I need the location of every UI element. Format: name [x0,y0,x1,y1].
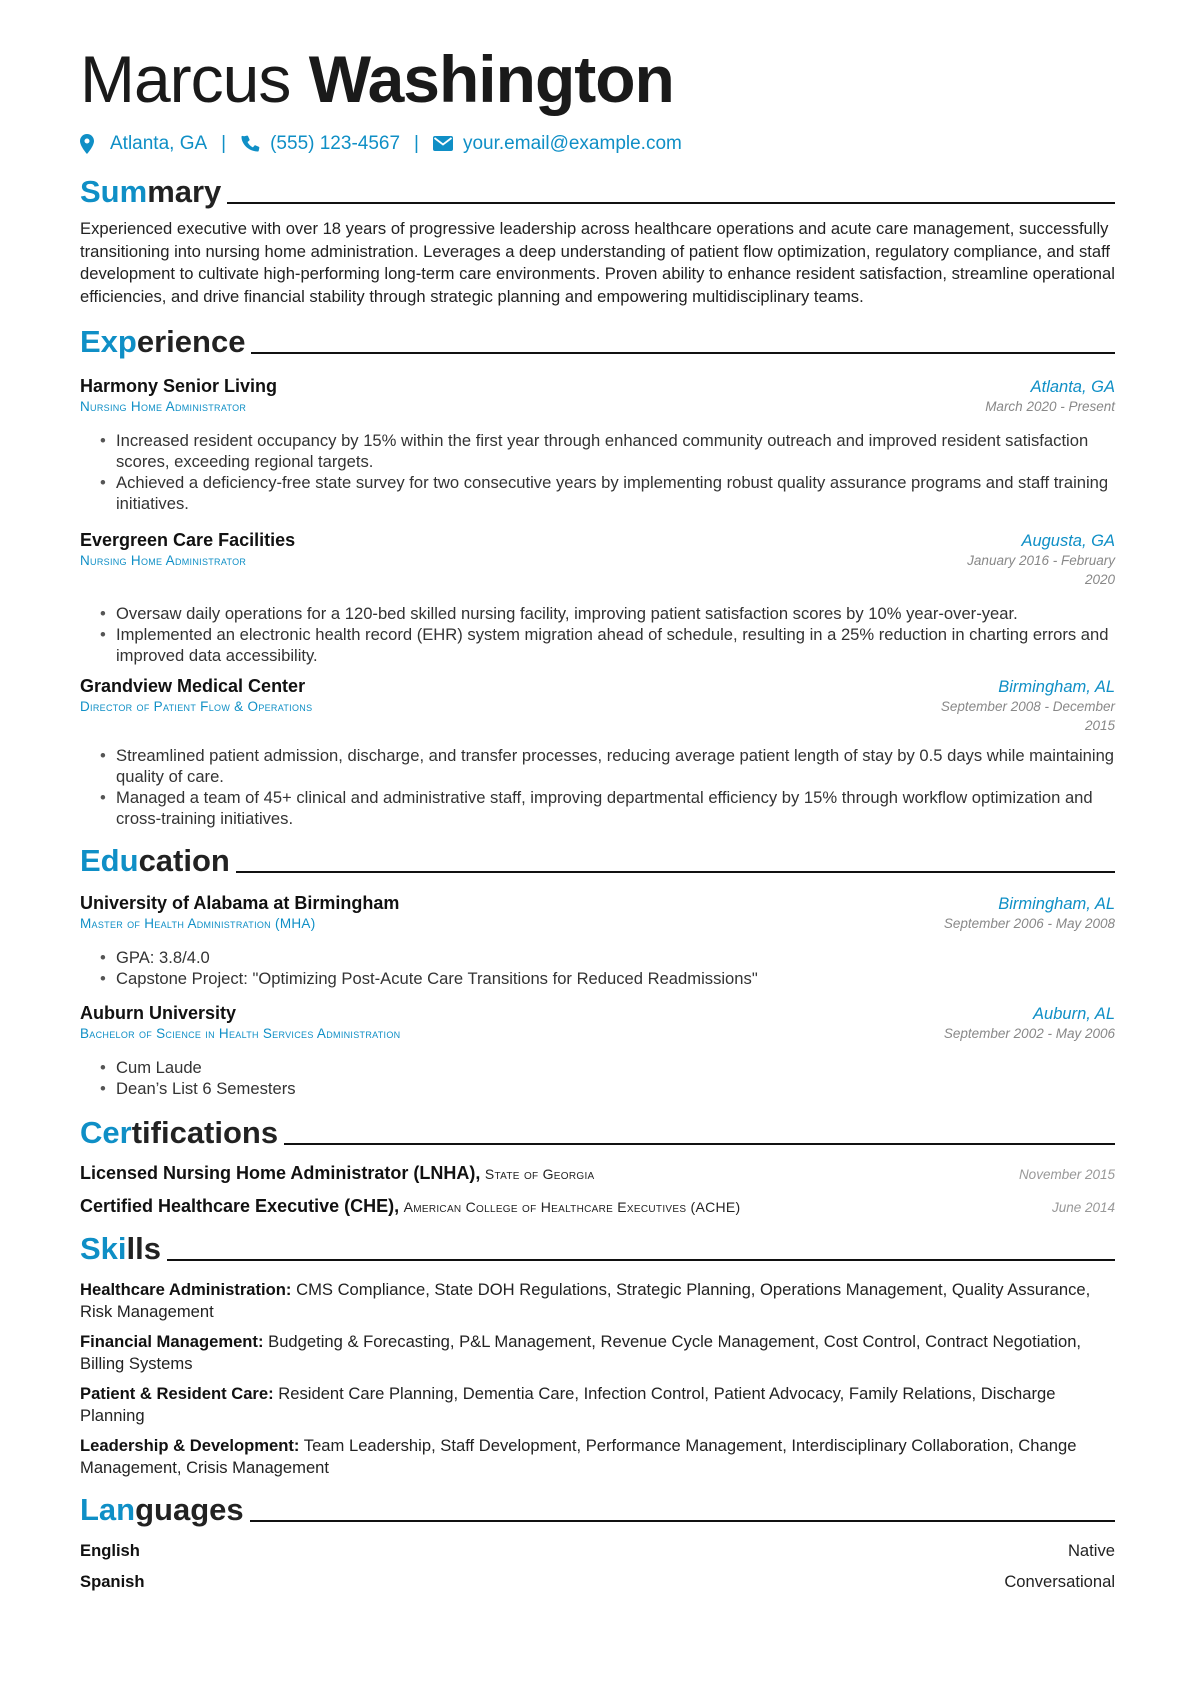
education-entry [80,893,1115,989]
skill-category: Financial Management: [80,1332,264,1351]
section-rule [284,1143,1115,1145]
certification-date: June 2014 [1051,1200,1115,1215]
phone-icon [240,134,260,154]
experience-entry [80,376,1115,514]
list-item: • GPA: 3.8/4.0 [116,947,1115,968]
entry-date: March 2020 - Present [985,399,1115,414]
phone-text: (555) 123-4567 [270,133,401,154]
contact-separator: | [414,133,419,154]
list-item: • Streamlined patient admission, discharge, and transfer processes, reducing average patient length of stay by 0.5 days while maintaining quality of care. [116,745,1115,787]
email-icon [433,134,453,154]
section-title-rest: guages [135,1492,244,1527]
candidate-name [80,44,1115,114]
list-item: • Oversaw daily operations for a 120-bed skilled nursing facility, improving patient satisfaction scores by 10% year-over-year. [116,603,1115,624]
entry-location: Auburn, AL [1033,1005,1115,1023]
entry-organization: Grandview Medical Center [80,676,306,696]
entry-organization: Auburn University [80,1003,237,1023]
section-title-accent: Exp [80,324,137,359]
certification-date: November 2015 [1018,1167,1115,1182]
entry-role: Master of Health Administration (MHA) [80,916,316,931]
entry-bullets [80,745,1115,829]
certification-comma: , [475,1163,481,1183]
section-title-accent: Sum [80,174,148,209]
list-item: • Cum Laude [116,1057,1115,1078]
language-item [80,1540,1115,1562]
summary-text: Experienced executive with over 18 years of progressive leadership across healthcare operations and acute care management, successfully transitioning into nursing home administration. Leverages a deep understanding of patient flow optimization, regulatory compliance, and staff development to cultivate high-performing long-term care environments. Proven ability to enhance resident satisfaction, streamline operational efficiencies, and drive financial stability through strategic planning and empowering multidisciplinary teams. [80,219,1115,306]
language-name: Spanish [80,1572,145,1591]
entry-organization: University of Alabama at Birmingham [80,893,400,913]
list-item: • Implemented an electronic health record (EHR) system migration ahead of schedule, resulting in a 25% reduction in charting errors and improved data accessibility. [116,624,1115,666]
entry-bullets [80,430,1115,514]
skill-category: Patient & Resident Care: [80,1384,274,1403]
language-item [80,1571,1115,1593]
entry-date: September 2008 - December 2015 [940,699,1115,733]
skill-category: Healthcare Administration: [80,1280,292,1299]
section-title-rest: lls [126,1231,161,1266]
experience-entry [80,676,1115,829]
location-text: Atlanta, GA [110,133,208,154]
list-item: • Capstone Project: "Optimizing Post-Acute Care Transitions for Reduced Readmissions" [116,968,1115,989]
section-education-title [80,839,1115,879]
certification-name: Certified Healthcare Executive (CHE) [80,1196,395,1216]
entry-location: Atlanta, GA [1030,378,1115,396]
location-pin-icon [80,134,100,154]
education-entry [80,1003,1115,1099]
certification-item [80,1196,1115,1217]
entry-bullets [80,603,1115,666]
language-name: English [80,1541,140,1560]
entry-role: Director of Patient Flow & Operations [80,699,313,714]
list-item: • Managed a team of 45+ clinical and administrative staff, improving departmental efficiency by 15% through workflow optimization and cross-training initiatives. [116,787,1115,829]
section-title-accent: Ski [80,1231,127,1266]
entry-role: Nursing Home Administrator [80,399,247,414]
certification-issuer: American College of Healthcare Executives (ACHE) [403,1199,741,1215]
certification-item [80,1163,1115,1184]
section-certifications-title [80,1111,1115,1151]
contact-info [80,132,1115,156]
entry-bullets [80,1057,1115,1099]
entry-location: Birmingham, AL [998,895,1115,913]
list-item: • Dean’s List 6 Semesters [116,1078,1115,1099]
language-level: Native [1067,1541,1115,1560]
entry-location: Augusta, GA [1021,532,1115,550]
section-rule [227,202,1115,204]
section-title-rest: mary [147,174,222,209]
section-title-accent: Cer [80,1115,132,1150]
entry-bullets [80,947,1115,989]
section-rule [250,1520,1115,1522]
section-summary-title [80,170,1115,210]
skill-items: Resident Care Planning, Dementia Care, Infection Control, Patient Advocacy, Family Relations, Discharge Planning [80,1384,1056,1425]
skill-items: Team Leadership, Staff Development, Performance Management, Interdisciplinary Collaboration, Change Management, Crisis Management [80,1436,1077,1477]
skill-group [80,1383,1115,1426]
section-rule [251,352,1115,354]
certification-comma: , [394,1196,400,1216]
certification-name: Licensed Nursing Home Administrator (LNHA) [80,1163,476,1183]
contact-separator: | [221,133,227,154]
email-link[interactable]: your.email@example.com [462,133,682,154]
section-skills-title [80,1227,1115,1267]
skill-group [80,1279,1115,1322]
section-title-rest: erience [136,324,246,359]
entry-date: January 2016 - February 2020 [967,553,1115,587]
skill-category: Leadership & Development: [80,1436,300,1455]
entry-location: Birmingham, AL [998,678,1115,696]
section-rule [236,871,1115,873]
entry-organization: Evergreen Care Facilities [80,530,296,550]
section-title-accent: Edu [80,843,139,878]
last-name: Washington [308,42,674,116]
entry-date: September 2006 - May 2008 [943,916,1115,931]
skill-items: CMS Compliance, State DOH Regulations, Strategic Planning, Operations Management, Quality Assurance, Risk Management [80,1280,1091,1321]
experience-entry [80,530,1115,666]
entry-date: September 2002 - May 2006 [943,1026,1115,1041]
section-title-rest: cation [138,843,230,878]
list-item: • Achieved a deficiency-free state survey for two consecutive years by implementing robust quality assurance programs and staff training initiatives. [116,472,1115,514]
section-languages-title [80,1488,1115,1528]
section-title-accent: Lan [80,1492,136,1527]
skill-items: Budgeting & Forecasting, P&L Management, Revenue Cycle Management, Cost Control, Contract Negotiation, Billing Systems [80,1332,1082,1373]
certification-issuer: State of Georgia [484,1166,595,1182]
skill-group [80,1331,1115,1374]
language-level: Conversational [1004,1572,1115,1591]
section-rule [167,1259,1115,1261]
section-title-rest: tifications [131,1115,279,1150]
entry-role: Nursing Home Administrator [80,553,247,568]
section-experience-title [80,320,1115,360]
skill-group [80,1435,1115,1478]
resume-page [80,0,1115,1593]
entry-organization: Harmony Senior Living [80,376,278,396]
entry-role: Bachelor of Science in Health Services Administration [80,1026,401,1041]
list-item: • Increased resident occupancy by 15% within the first year through enhanced community outreach and improved resident satisfaction scores, exceeding regional targets. [116,430,1115,472]
first-name: Marcus [80,42,291,116]
